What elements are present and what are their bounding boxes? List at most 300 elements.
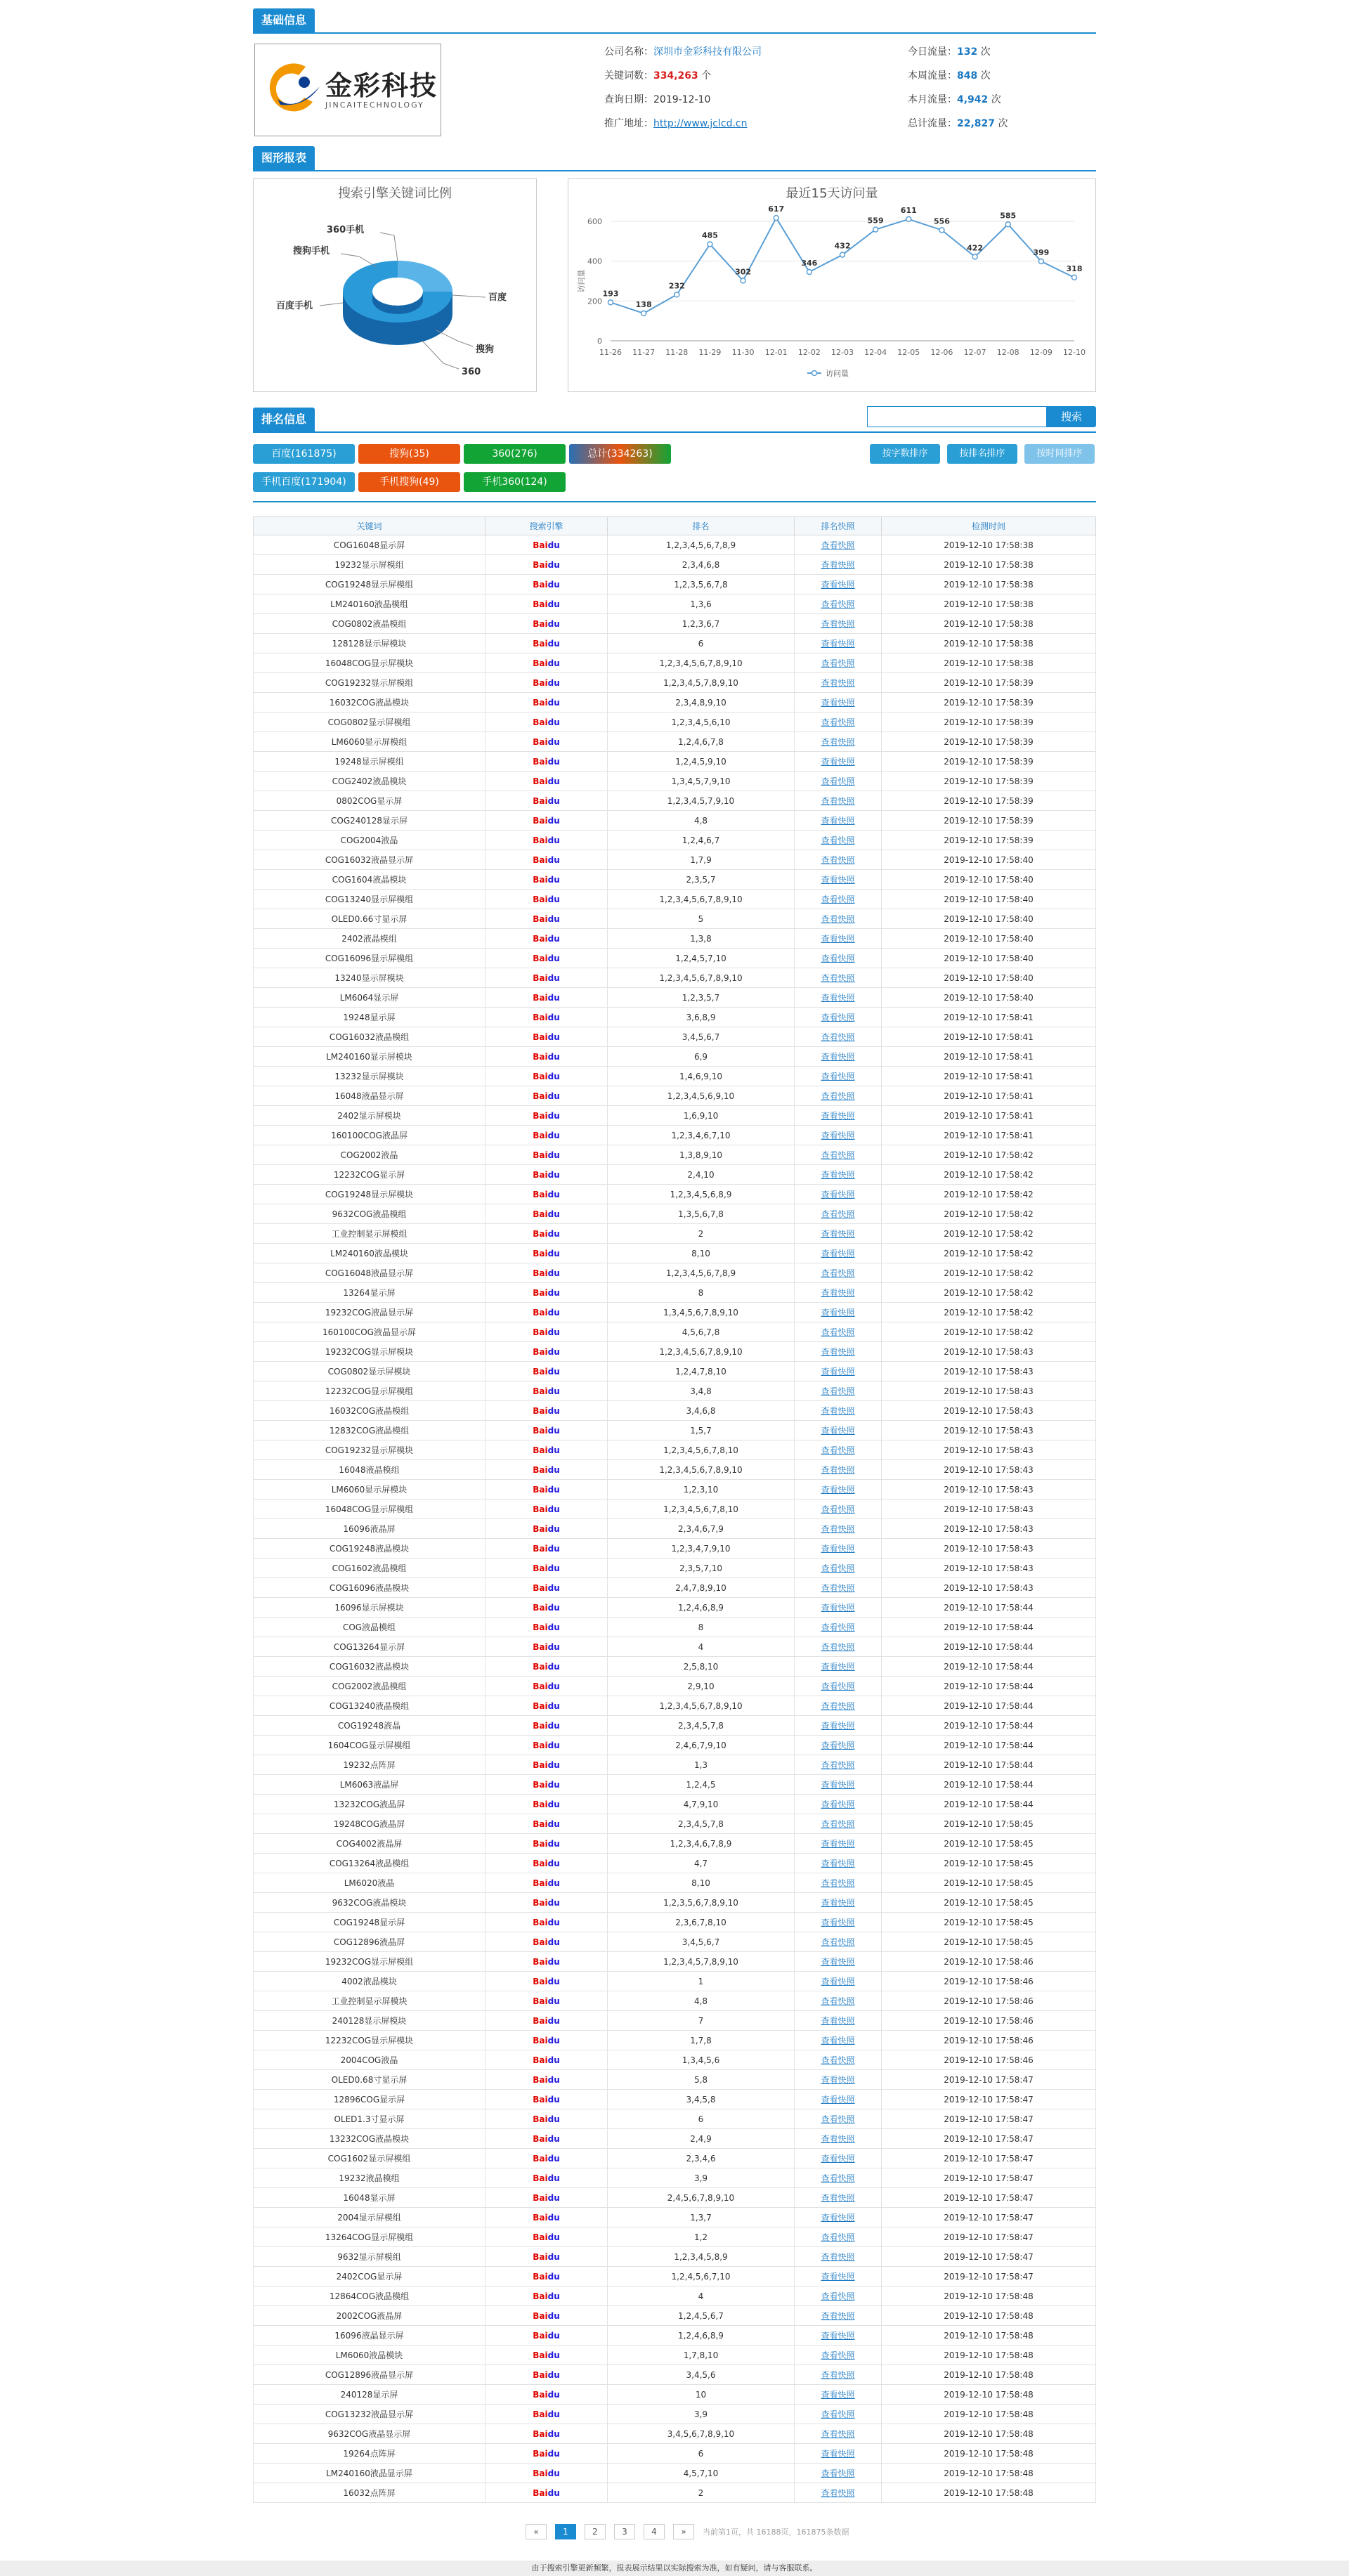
legend-label[interactable]: 访问量: [826, 369, 849, 378]
snapshot-link[interactable]: 查看快照: [821, 855, 855, 865]
engine-cell: [485, 1932, 608, 1952]
engine-cell: [485, 890, 608, 909]
snapshot-link[interactable]: 查看快照: [821, 1367, 855, 1377]
snapshot-link[interactable]: 查看快照: [821, 1504, 855, 1514]
rank-cell: 8: [608, 1618, 795, 1637]
table-row: [254, 2385, 1096, 2405]
time-cell: 2019-12-10 17:58:44: [882, 1775, 1096, 1795]
snapshot-link[interactable]: 查看快照: [821, 1937, 855, 1947]
data-point[interactable]: [1005, 222, 1010, 227]
snapshot-cell: [795, 1814, 882, 1834]
engine-cell: [485, 2483, 608, 2503]
time-cell: 2019-12-10 17:58:47: [882, 2149, 1096, 2168]
snapshot-cell: [795, 2129, 882, 2149]
snapshot-cell: [795, 2208, 882, 2227]
snapshot-link[interactable]: 查看快照: [821, 1308, 855, 1318]
data-point[interactable]: [774, 216, 778, 221]
snapshot-link[interactable]: 查看快照: [821, 658, 855, 668]
engine-cell: [485, 1814, 608, 1834]
page-prev[interactable]: «: [526, 2524, 547, 2539]
snapshot-link[interactable]: 查看快照: [821, 2134, 855, 2144]
x-tick-label: 11-30: [731, 348, 755, 357]
pie-label-360: 360: [462, 367, 481, 377]
rank-cell: 5: [608, 909, 795, 929]
snapshot-link[interactable]: 查看快照: [821, 1485, 855, 1495]
search-input[interactable]: [867, 406, 1047, 427]
snapshot-link[interactable]: 查看快照: [821, 1800, 855, 1809]
table-row: [254, 2011, 1096, 2031]
baidu-logo-icon: Baidu: [533, 854, 560, 865]
data-point[interactable]: [807, 269, 812, 274]
snapshot-link[interactable]: 查看快照: [821, 1229, 855, 1239]
promo-url-row: [604, 117, 748, 131]
snapshot-link[interactable]: 查看快照: [821, 717, 855, 727]
time-cell: 2019-12-10 17:58:47: [882, 2129, 1096, 2149]
snapshot-cell: [795, 1637, 882, 1657]
query-date-row: [604, 93, 710, 107]
time-cell: 2019-12-10 17:58:41: [882, 1008, 1096, 1027]
table-row: [254, 2168, 1096, 2188]
snapshot-link[interactable]: 查看快照: [821, 1209, 855, 1219]
snapshot-link[interactable]: 查看快照: [821, 1977, 855, 1986]
baidu-logo-icon: Baidu: [533, 579, 560, 590]
data-point[interactable]: [741, 278, 745, 283]
snapshot-link[interactable]: 查看快照: [821, 2075, 855, 2085]
rank-cell: 7: [608, 2011, 795, 2031]
month-traffic-unit: 次: [991, 94, 1001, 105]
snapshot-link[interactable]: 查看快照: [821, 835, 855, 845]
rank-cell: 1,2,3,4,5,6,7,8,9,10: [608, 653, 795, 673]
baidu-logo-icon: Baidu: [533, 697, 560, 708]
promo-url-link[interactable]: http://www.jclcd.cn: [653, 118, 748, 129]
sort-by-rank-button[interactable]: 按排名排序: [947, 444, 1017, 464]
snapshot-cell: [795, 890, 882, 909]
rank-cell: 1,2,4,6,7,8: [608, 732, 795, 752]
rank-cell: 3,4,5,8: [608, 2090, 795, 2109]
rank-cell: 1,2,3,4,5,6,7,8,10: [608, 1440, 795, 1460]
table-row: [254, 634, 1096, 653]
snapshot-link[interactable]: 查看快照: [821, 737, 855, 747]
snapshot-link[interactable]: 查看快照: [821, 2331, 855, 2341]
snapshot-link[interactable]: 查看快照: [821, 2350, 855, 2360]
table-row: [254, 2208, 1096, 2227]
snapshot-link[interactable]: 查看快照: [821, 2213, 855, 2223]
table-row: [254, 2109, 1096, 2129]
snapshot-link[interactable]: 查看快照: [821, 1918, 855, 1927]
rank-cell: 1,2,3,5,7: [608, 988, 795, 1008]
snapshot-link[interactable]: 查看快照: [821, 1111, 855, 1121]
rank-cell: 2: [608, 1224, 795, 1244]
data-label: 318: [1066, 264, 1083, 273]
snapshot-link[interactable]: 查看快照: [821, 934, 855, 944]
data-point[interactable]: [708, 242, 712, 247]
time-cell: 2019-12-10 17:58:45: [882, 1932, 1096, 1952]
engine-cell: [485, 1086, 608, 1106]
rank-cell: 6: [608, 634, 795, 653]
snapshot-link[interactable]: 查看快照: [821, 1721, 855, 1731]
data-point[interactable]: [641, 311, 646, 316]
sort-by-length-button[interactable]: 按字数排序: [870, 444, 940, 464]
snapshot-link[interactable]: 查看快照: [821, 1032, 855, 1042]
table-row: [254, 1834, 1096, 1854]
snapshot-link[interactable]: 查看快照: [821, 2154, 855, 2164]
snapshot-cell: [795, 673, 882, 693]
snapshot-cell: [795, 772, 882, 791]
table-row: [254, 1952, 1096, 1972]
time-cell: 2019-12-10 17:58:48: [882, 2424, 1096, 2444]
snapshot-link[interactable]: 查看快照: [821, 796, 855, 806]
snapshot-link[interactable]: 查看快照: [821, 1426, 855, 1436]
table-row: [254, 2326, 1096, 2346]
snapshot-link[interactable]: 查看快照: [821, 2370, 855, 2380]
page-3[interactable]: 3: [614, 2524, 635, 2539]
keyword-cell: 4002液晶模块: [254, 1972, 485, 1991]
promo-url-label: 推广地址：: [604, 118, 653, 129]
snapshot-link[interactable]: 查看快照: [821, 1780, 855, 1790]
engine-cell: [485, 909, 608, 929]
baidu-logo-icon: Baidu: [533, 1071, 560, 1081]
tag-baidu-mobile[interactable]: 手机百度(171904): [253, 472, 355, 492]
snapshot-cell: [795, 693, 882, 713]
snapshot-link[interactable]: 查看快照: [821, 1839, 855, 1849]
tag-baidu[interactable]: 百度(161875): [253, 444, 355, 464]
time-cell: 2019-12-10 17:58:42: [882, 1204, 1096, 1224]
snapshot-link[interactable]: 查看快照: [821, 1524, 855, 1534]
table-row: [254, 673, 1096, 693]
engine-cell: [485, 1519, 608, 1539]
snapshot-link[interactable]: 查看快照: [821, 2232, 855, 2242]
keyword-cell: 13240显示屏模块: [254, 968, 485, 988]
snapshot-cell: [795, 1696, 882, 1716]
table-row: [254, 2129, 1096, 2149]
baidu-logo-icon: Baidu: [533, 1917, 560, 1927]
rank-cell: 2,4,6,7,9,10: [608, 1736, 795, 1755]
snapshot-link[interactable]: 查看快照: [821, 2311, 855, 2321]
snapshot-link[interactable]: 查看快照: [821, 678, 855, 688]
page-1[interactable]: 1: [555, 2524, 576, 2539]
time-cell: 2019-12-10 17:58:44: [882, 1598, 1096, 1618]
engine-cell: [485, 1854, 608, 1873]
keyword-cell: 2402液晶模组: [254, 929, 485, 949]
snapshot-cell: [795, 2326, 882, 2346]
snapshot-link[interactable]: 查看快照: [821, 619, 855, 629]
baidu-logo-icon: Baidu: [533, 1484, 560, 1495]
table-row: [254, 1342, 1096, 1362]
snapshot-link[interactable]: 查看快照: [821, 993, 855, 1003]
rank-cell: 1,2,4,7,8,10: [608, 1362, 795, 1381]
time-cell: 2019-12-10 17:58:48: [882, 2346, 1096, 2365]
baidu-logo-icon: Baidu: [533, 1779, 560, 1790]
snapshot-cell: [795, 1381, 882, 1401]
snapshot-link[interactable]: 查看快照: [821, 599, 855, 609]
snapshot-link[interactable]: 查看快照: [821, 2488, 855, 2498]
snapshot-link[interactable]: 查看快照: [821, 1878, 855, 1888]
snapshot-link[interactable]: 查看快照: [821, 1957, 855, 1967]
data-point[interactable]: [840, 252, 845, 257]
data-point[interactable]: [939, 228, 944, 233]
snapshot-link[interactable]: 查看快照: [821, 2449, 855, 2459]
snapshot-link[interactable]: 查看快照: [821, 1544, 855, 1554]
data-point[interactable]: [873, 227, 878, 232]
snapshot-link[interactable]: 查看快照: [821, 1603, 855, 1613]
time-cell: 2019-12-10 17:58:38: [882, 634, 1096, 653]
table-row: [254, 2483, 1096, 2503]
engine-cell: [485, 1165, 608, 1185]
snapshot-cell: [795, 1283, 882, 1303]
rank-cell: 1,3,4,5,6: [608, 2050, 795, 2070]
x-tick-label: 12-03: [831, 348, 854, 357]
engine-cell: [485, 831, 608, 850]
snapshot-link[interactable]: 查看快照: [821, 540, 855, 550]
engine-cell: [485, 1755, 608, 1775]
search-button[interactable]: 搜索: [1047, 406, 1096, 427]
snapshot-link[interactable]: 查看快照: [821, 1642, 855, 1652]
data-point[interactable]: [972, 254, 977, 259]
snapshot-cell: [795, 850, 882, 870]
tag-360[interactable]: 360(276): [464, 444, 566, 464]
time-cell: 2019-12-10 17:58:43: [882, 1362, 1096, 1381]
engine-cell: [485, 949, 608, 968]
snapshot-link[interactable]: 查看快照: [821, 1859, 855, 1868]
snapshot-link[interactable]: 查看快照: [821, 1445, 855, 1455]
snapshot-link[interactable]: 查看快照: [821, 1622, 855, 1632]
snapshot-cell: [795, 2267, 882, 2286]
keywords-row: [604, 69, 711, 83]
engine-cell: [485, 1283, 608, 1303]
rank-cell: 2,3,6,7,8,10: [608, 1913, 795, 1932]
keyword-cell: LM240160液晶模组: [254, 594, 485, 614]
line-chart-panel: [568, 178, 1096, 392]
time-cell: 2019-12-10 17:58:44: [882, 1736, 1096, 1755]
table-row: [254, 2365, 1096, 2385]
engine-cell: [485, 673, 608, 693]
snapshot-link[interactable]: 查看快照: [821, 1347, 855, 1357]
snapshot-link[interactable]: 查看快照: [821, 1131, 855, 1140]
snapshot-link[interactable]: 查看快照: [821, 2036, 855, 2045]
baidu-logo-icon: Baidu: [533, 776, 560, 786]
snapshot-cell: [795, 653, 882, 673]
x-tick-label: 12-07: [963, 348, 986, 357]
month-traffic: 4,942: [957, 94, 989, 105]
rank-cell: 6: [608, 2444, 795, 2464]
snapshot-link[interactable]: 查看快照: [821, 1190, 855, 1199]
time-cell: 2019-12-10 17:58:40: [882, 909, 1096, 929]
keyword-cell: LM240160显示屏模块: [254, 1047, 485, 1067]
snapshot-link[interactable]: 查看快照: [821, 2272, 855, 2282]
snapshot-link[interactable]: 查看快照: [821, 895, 855, 904]
page-2[interactable]: 2: [585, 2524, 606, 2539]
data-point[interactable]: [1038, 259, 1043, 264]
snapshot-cell: [795, 1716, 882, 1736]
snapshot-link[interactable]: 查看快照: [821, 2390, 855, 2400]
data-point[interactable]: [1072, 275, 1077, 280]
engine-cell: [485, 1972, 608, 1991]
keyword-cell: COG2004液晶: [254, 831, 485, 850]
snapshot-link[interactable]: 查看快照: [821, 2429, 855, 2439]
snapshot-link[interactable]: 查看快照: [821, 2409, 855, 2419]
baidu-logo-icon: Baidu: [533, 1110, 560, 1121]
data-label: 611: [900, 205, 917, 215]
section-basic-title: 基础信息: [253, 8, 315, 32]
snapshot-link[interactable]: 查看快照: [821, 1170, 855, 1180]
keyword-cell: 16032COG液晶模组: [254, 1401, 485, 1421]
keyword-cell: COG16096显示屏模组: [254, 949, 485, 968]
table-row: [254, 1637, 1096, 1657]
rank-cell: 1,2,3,5,6,7,8,9,10: [608, 1893, 795, 1913]
today-traffic-row: [908, 45, 991, 59]
snapshot-link[interactable]: 查看快照: [821, 757, 855, 767]
data-point[interactable]: [674, 292, 679, 297]
rank-cell: 1,7,8: [608, 2031, 795, 2050]
engine-cell: [485, 2090, 608, 2109]
engine-cell: [485, 1440, 608, 1460]
snapshot-link[interactable]: 查看快照: [821, 1150, 855, 1160]
time-cell: 2019-12-10 17:58:40: [882, 968, 1096, 988]
snapshot-link[interactable]: 查看快照: [821, 1996, 855, 2006]
keyword-cell: COG0802显示屏模块: [254, 1362, 485, 1381]
time-cell: 2019-12-10 17:58:39: [882, 791, 1096, 811]
snapshot-link[interactable]: 查看快照: [821, 1013, 855, 1022]
tag-sogou-mobile[interactable]: 手机搜狗(49): [358, 472, 460, 492]
engine-cell: [485, 1598, 608, 1618]
x-tick-label: 12-02: [797, 348, 821, 357]
tag-sogou[interactable]: 搜狗(35): [358, 444, 460, 464]
col-engine: 搜索引擎: [485, 517, 608, 535]
table-row: [254, 535, 1096, 555]
engine-cell: [485, 2149, 608, 2168]
snapshot-link[interactable]: 查看快照: [821, 2468, 855, 2478]
snapshot-link[interactable]: 查看快照: [821, 2173, 855, 2183]
baidu-logo-icon: Baidu: [533, 2468, 560, 2478]
snapshot-link[interactable]: 查看快照: [821, 1701, 855, 1711]
snapshot-link[interactable]: 查看快照: [821, 580, 855, 590]
y-tick-label: 400: [587, 256, 602, 266]
snapshot-link[interactable]: 查看快照: [821, 1563, 855, 1573]
engine-cell: [485, 1008, 608, 1027]
snapshot-link[interactable]: 查看快照: [821, 776, 855, 786]
data-label: 556: [933, 216, 950, 226]
snapshot-link[interactable]: 查看快照: [821, 2291, 855, 2301]
snapshot-cell: [795, 929, 882, 949]
table-row: [254, 1795, 1096, 1814]
engine-cell: [485, 594, 608, 614]
snapshot-link[interactable]: 查看快照: [821, 1268, 855, 1278]
data-point[interactable]: [906, 216, 911, 221]
snapshot-link[interactable]: 查看快照: [821, 2055, 855, 2065]
baidu-logo-icon: Baidu: [533, 599, 560, 609]
page-4[interactable]: 4: [644, 2524, 665, 2539]
tag-total[interactable]: 总计(334263): [569, 444, 671, 464]
snapshot-link[interactable]: 查看快照: [821, 698, 855, 708]
col-snapshot: 排名快照: [795, 517, 882, 535]
keyword-cell: 16048显示屏: [254, 2188, 485, 2208]
snapshot-link[interactable]: 查看快照: [821, 1760, 855, 1770]
snapshot-link[interactable]: 查看快照: [821, 1898, 855, 1908]
baidu-logo-icon: Baidu: [533, 638, 560, 649]
snapshot-link[interactable]: 查看快照: [821, 2252, 855, 2262]
table-row: [254, 2188, 1096, 2208]
snapshot-link[interactable]: 查看快照: [821, 816, 855, 826]
snapshot-cell: [795, 1913, 882, 1932]
snapshot-link[interactable]: 查看快照: [821, 1091, 855, 1101]
table-row: [254, 1008, 1096, 1027]
engine-cell: [485, 870, 608, 890]
snapshot-link[interactable]: 查看快照: [821, 2114, 855, 2124]
snapshot-link[interactable]: 查看快照: [821, 1327, 855, 1337]
baidu-logo-icon: Baidu: [533, 2409, 560, 2419]
rank-cell: 1,7,9: [608, 850, 795, 870]
keyword-cell: OLED1.3寸显示屏: [254, 2109, 485, 2129]
keyword-cell: 16096显示屏模块: [254, 1598, 485, 1618]
snapshot-link[interactable]: 查看快照: [821, 639, 855, 649]
baidu-logo-icon: Baidu: [533, 1248, 560, 1258]
snapshot-link[interactable]: 查看快照: [821, 973, 855, 983]
baidu-logo-icon: Baidu: [533, 1228, 560, 1239]
engine-cell: [485, 1106, 608, 1126]
time-cell: 2019-12-10 17:58:40: [882, 988, 1096, 1008]
snapshot-cell: [795, 1736, 882, 1755]
snapshot-link[interactable]: 查看快照: [821, 914, 855, 924]
series-line: [611, 218, 1074, 313]
snapshot-link[interactable]: 查看快照: [821, 1681, 855, 1691]
snapshot-link[interactable]: 查看快照: [821, 1741, 855, 1750]
snapshot-link[interactable]: 查看快照: [821, 954, 855, 963]
rank-cell: 1,2,3,5,6,7,8: [608, 575, 795, 594]
time-cell: 2019-12-10 17:58:42: [882, 1185, 1096, 1204]
time-cell: 2019-12-10 17:58:48: [882, 2385, 1096, 2405]
snapshot-link[interactable]: 查看快照: [821, 2095, 855, 2105]
snapshot-link[interactable]: 查看快照: [821, 1662, 855, 1672]
snapshot-cell: [795, 2286, 882, 2306]
legend-marker-icon: [812, 371, 817, 376]
data-label: 193: [602, 289, 619, 299]
rank-cell: 1,2,4,6,7: [608, 831, 795, 850]
snapshot-link[interactable]: 查看快照: [821, 1819, 855, 1829]
engine-cell: [485, 968, 608, 988]
snapshot-link[interactable]: 查看快照: [821, 2016, 855, 2026]
snapshot-link[interactable]: 查看快照: [821, 1583, 855, 1593]
engine-cell: [485, 1460, 608, 1480]
sort-by-time-button[interactable]: 按时间排序: [1024, 444, 1095, 464]
snapshot-link[interactable]: 查看快照: [821, 2193, 855, 2203]
snapshot-link[interactable]: 查看快照: [821, 875, 855, 885]
table-row: [254, 1381, 1096, 1401]
snapshot-link[interactable]: 查看快照: [821, 1465, 855, 1475]
snapshot-link[interactable]: 查看快照: [821, 1249, 855, 1258]
data-point[interactable]: [608, 300, 613, 305]
snapshot-link[interactable]: 查看快照: [821, 1072, 855, 1081]
pie-label-sogoumobile: 搜狗手机: [293, 246, 330, 256]
keyword-cell: COG13232液晶显示屏: [254, 2405, 485, 2424]
keyword-cell: LM6020液晶: [254, 1873, 485, 1893]
keyword-cell: 19232点阵屏: [254, 1755, 485, 1775]
page-next[interactable]: »: [673, 2524, 694, 2539]
rank-cell: 1,2,3,4,5,8,9: [608, 2247, 795, 2267]
baidu-logo-icon: Baidu: [533, 1386, 560, 1396]
data-label: 302: [735, 267, 752, 277]
rank-cell: 3,4,5,6,7: [608, 1932, 795, 1952]
snapshot-link[interactable]: 查看快照: [821, 560, 855, 570]
snapshot-link[interactable]: 查看快照: [821, 1386, 855, 1396]
snapshot-link[interactable]: 查看快照: [821, 1052, 855, 1062]
rank-cell: 4,8: [608, 811, 795, 831]
snapshot-link[interactable]: 查看快照: [821, 1288, 855, 1298]
snapshot-cell: [795, 2168, 882, 2188]
snapshot-cell: [795, 1244, 882, 1263]
tag-360-mobile[interactable]: 手机360(124): [464, 472, 566, 492]
table-row: [254, 1913, 1096, 1932]
snapshot-link[interactable]: 查看快照: [821, 1406, 855, 1416]
